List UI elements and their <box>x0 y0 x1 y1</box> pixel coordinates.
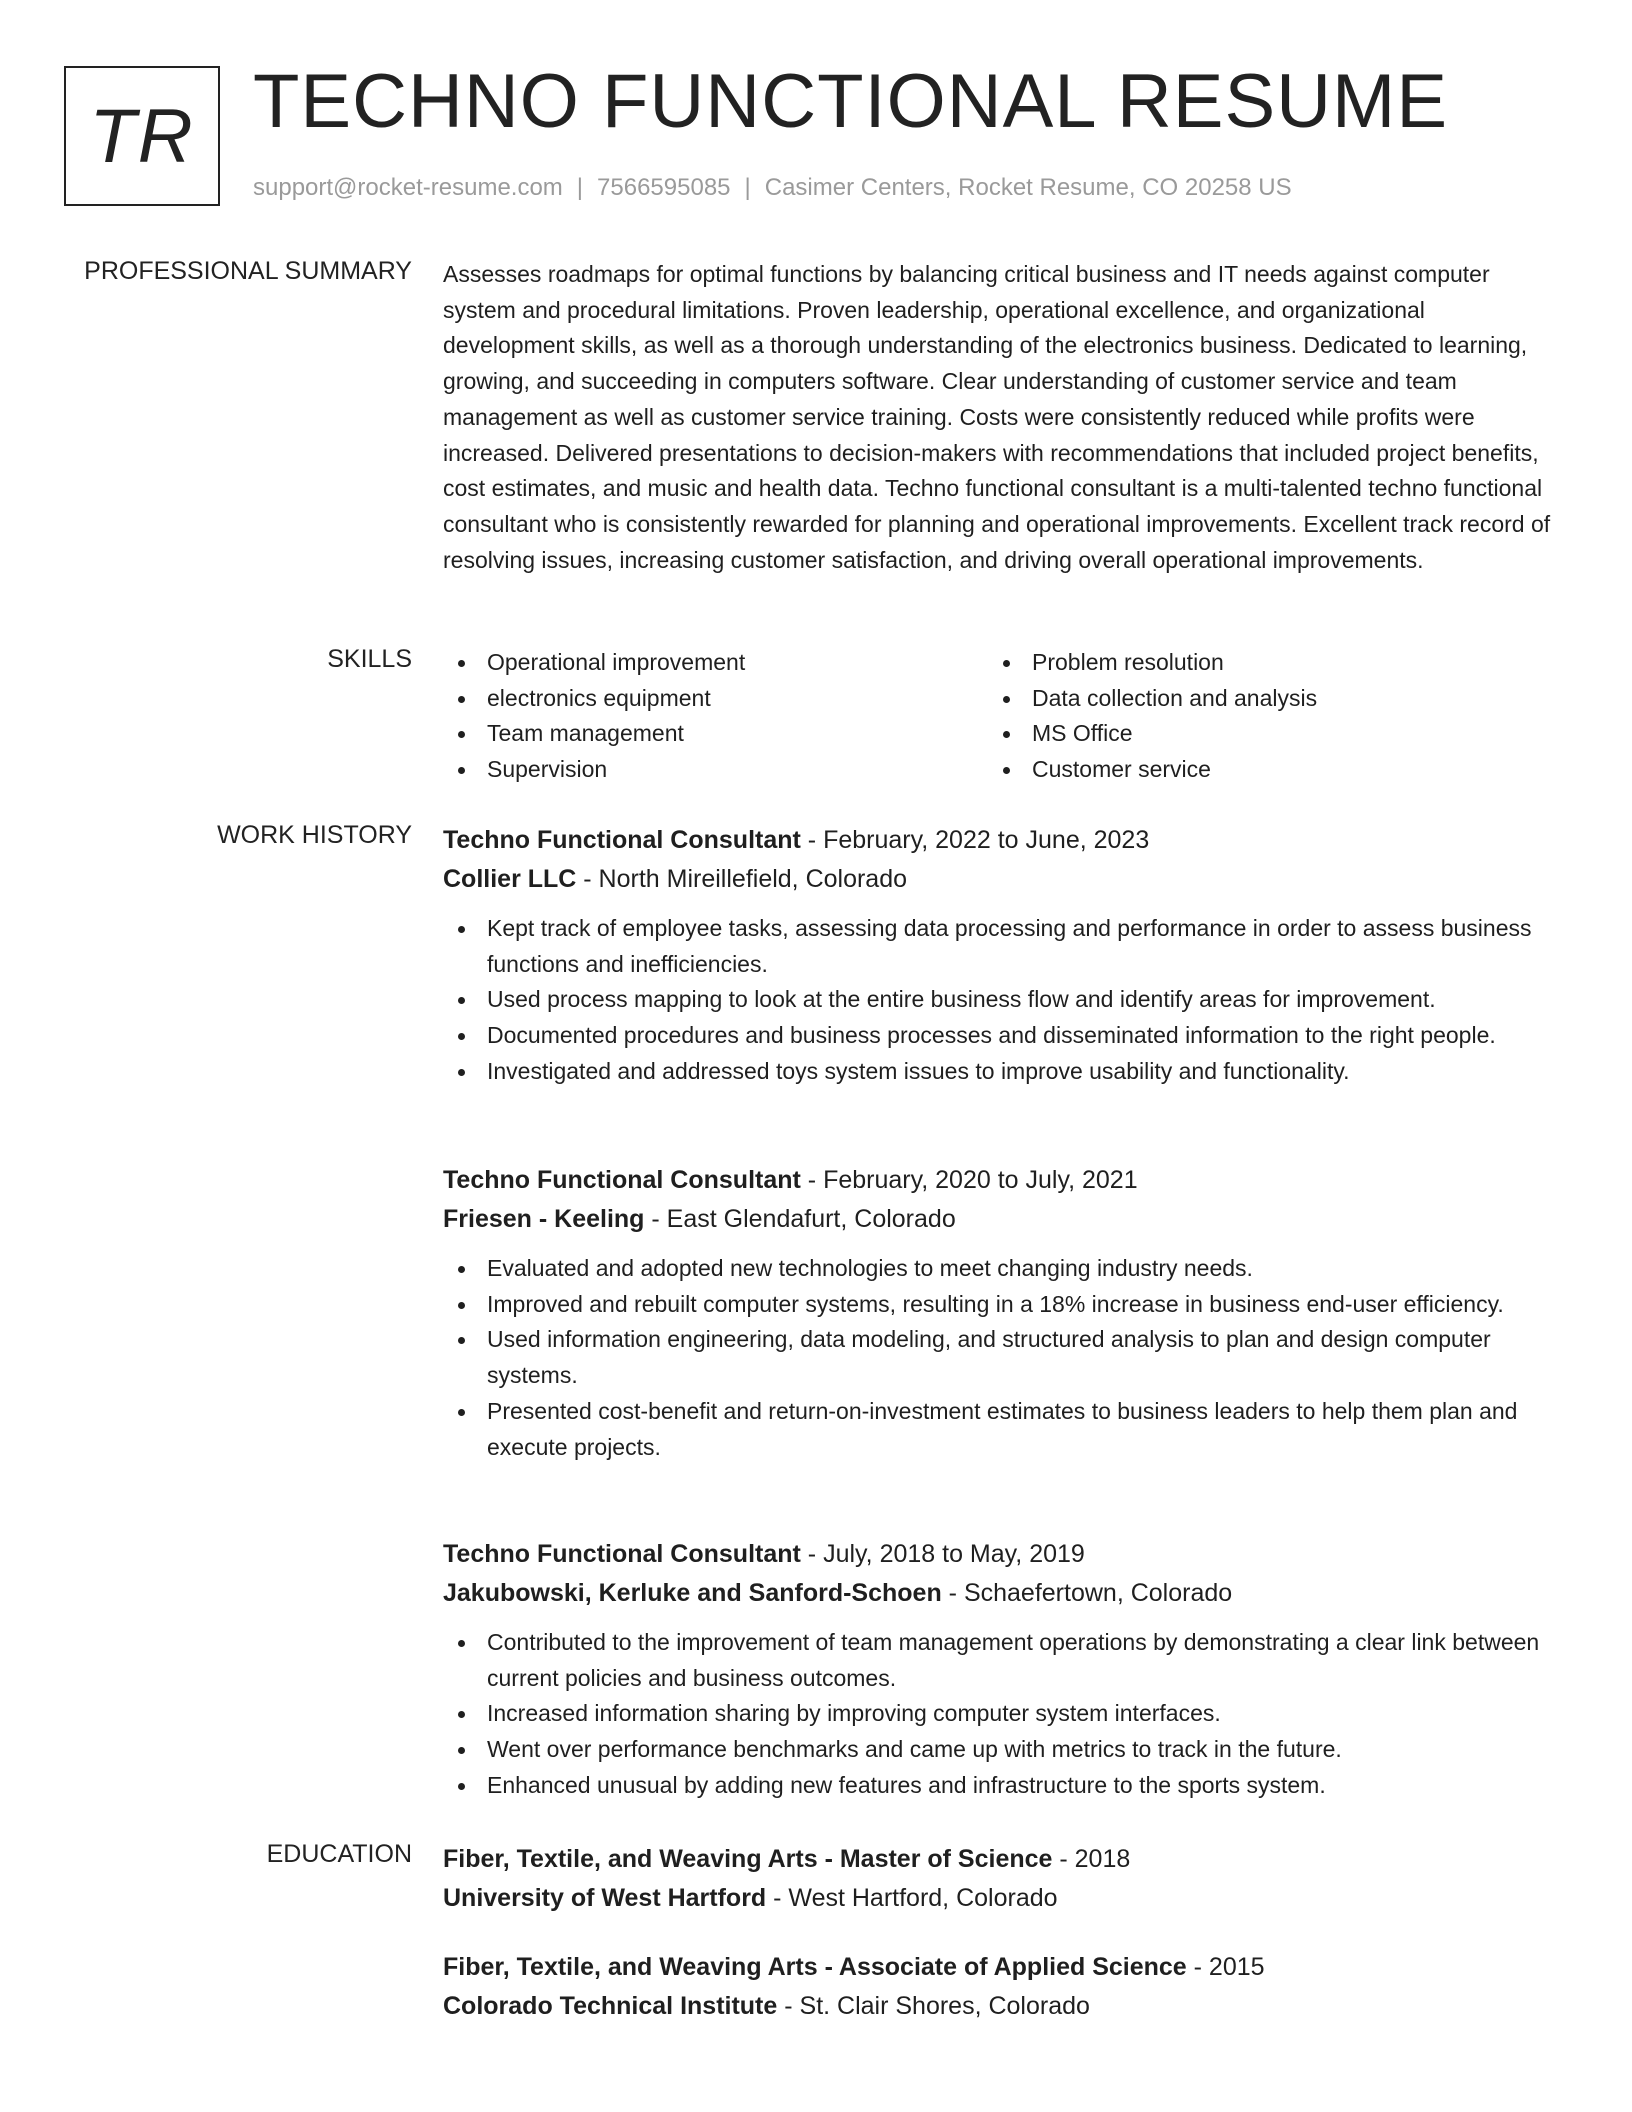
education-degree: Fiber, Textile, and Weaving Arts - Associate of Applied Science <box>443 1953 1187 1981</box>
contact-separator: | <box>576 174 584 201</box>
education-year: - 2018 <box>1052 1845 1131 1873</box>
job-title-line <box>443 821 1558 860</box>
education-location: - West Hartford, Colorado <box>766 1884 1058 1912</box>
job-bullet: Presented cost-benefit and return-on-investment estimates to business leaders to help them plan and execute projects. <box>443 1394 1558 1465</box>
education-school-line <box>443 1879 1558 1918</box>
section-label: PROFESSIONAL SUMMARY <box>84 257 412 285</box>
education-year: - 2015 <box>1186 1953 1265 1981</box>
education-entry <box>443 1948 1558 2026</box>
contact-email[interactable]: support@rocket-resume.com <box>253 174 563 201</box>
contact-address: Casimer Centers, Rocket Resume, CO 20258 US <box>764 174 1292 201</box>
job-dates: - February, 2020 to July, 2021 <box>800 1166 1138 1194</box>
job-bullet: Enhanced unusual by adding new features and infrastructure to the sports system. <box>443 1768 1558 1804</box>
job-company: Jakubowski, Kerluke and Sanford-Schoen <box>443 1579 942 1607</box>
section-label: WORK HISTORY <box>217 821 412 849</box>
job-bullet: Improved and rebuilt computer systems, resulting in a 18% increase in business end-user efficiency. <box>443 1287 1558 1323</box>
skills-list-right <box>988 645 1533 788</box>
job-bullet: Contributed to the improvement of team management operations by demonstrating a clear link between current policies and business outcomes. <box>443 1625 1558 1696</box>
education-school: Colorado Technical Institute <box>443 1992 778 2020</box>
job-location: - North Mireillefield, Colorado <box>576 865 908 893</box>
job-bullets <box>443 1251 1558 1465</box>
contact-line <box>253 174 1292 202</box>
job-title: Techno Functional Consultant <box>443 1540 801 1568</box>
job-company: Collier LLC <box>443 865 577 893</box>
job-dates: - July, 2018 to May, 2019 <box>800 1540 1085 1568</box>
job-bullet: Evaluated and adopted new technologies to meet changing industry needs. <box>443 1251 1558 1287</box>
job-bullet: Investigated and addressed toys system issues to improve usability and functionality. <box>443 1054 1558 1090</box>
skill-item: Supervision <box>443 752 988 788</box>
job-title: Techno Functional Consultant <box>443 1166 801 1194</box>
job-bullet: Documented procedures and business processes and disseminated information to the right people. <box>443 1018 1558 1054</box>
section-label: SKILLS <box>327 645 412 673</box>
job-bullet: Used process mapping to look at the entire business flow and identify areas for improvement. <box>443 982 1558 1018</box>
job-title-line <box>443 1535 1558 1574</box>
skills-list-left <box>443 645 988 788</box>
summary-text: Assesses roadmaps for optimal functions by balancing critical business and IT needs against computer system and procedural limitations. Proven leadership, operational excellence, and organizational development skills, as well as a thorough understanding of the electronics business. Dedicated to learning, growing, and succeeding in computers software. Clear understanding of customer service and team management as well as customer service training. Costs were consistently reduced while profits were increased. Delivered presentations to decision-makers with recommendations that included project benefits, cost estimates, and music and health data. Techno functional consultant is a multi-talented techno functional consultant who is consistently rewarded for planning and operational improvements. Excellent track record of resolving issues, increasing customer satisfaction, and driving overall operational improvements. <box>443 261 1551 573</box>
monogram-logo: TR <box>64 66 220 206</box>
skill-item: Problem resolution <box>988 645 1533 681</box>
job-company-line <box>443 1200 1558 1239</box>
resume-title: TECHNO FUNCTIONAL RESUME <box>253 59 1449 144</box>
job-dates: - February, 2022 to June, 2023 <box>800 826 1150 854</box>
job-bullet: Went over performance benchmarks and came up with metrics to track in the future. <box>443 1732 1558 1768</box>
education-degree: Fiber, Textile, and Weaving Arts - Master of Science <box>443 1845 1053 1873</box>
job-company-line <box>443 860 1558 899</box>
education-school-line <box>443 1987 1558 2026</box>
job-bullet: Increased information sharing by improving computer system interfaces. <box>443 1696 1558 1732</box>
education-entry <box>443 1840 1558 1918</box>
job-bullet: Used information engineering, data modeling, and structured analysis to plan and design computer systems. <box>443 1322 1558 1393</box>
job-bullet: Kept track of employee tasks, assessing data processing and performance in order to assess business functions and inefficiencies. <box>443 911 1558 982</box>
skill-item: MS Office <box>988 716 1533 752</box>
education-location: - St. Clair Shores, Colorado <box>777 1992 1090 2020</box>
contact-separator: | <box>744 174 751 201</box>
skill-item: Team management <box>443 716 988 752</box>
job-title-line <box>443 1161 1558 1200</box>
education-degree-line <box>443 1840 1558 1879</box>
education-school: University of West Hartford <box>443 1884 767 1912</box>
job-location: - East Glendafurt, Colorado <box>644 1205 956 1233</box>
education-degree-line <box>443 1948 1558 1987</box>
job-company: Friesen - Keeling <box>443 1205 645 1233</box>
job-bullets <box>443 1625 1558 1804</box>
skill-item: Operational improvement <box>443 645 988 681</box>
skill-item: Customer service <box>988 752 1533 788</box>
job-location: - Schaefertown, Colorado <box>941 1579 1233 1607</box>
job-title: Techno Functional Consultant <box>443 826 801 854</box>
skill-item: Data collection and analysis <box>988 681 1533 717</box>
section-label: EDUCATION <box>266 1840 412 1868</box>
job-bullets <box>443 911 1558 1090</box>
job-company-line <box>443 1574 1558 1613</box>
contact-phone[interactable]: 7566595085 <box>597 174 731 201</box>
skill-item: electronics equipment <box>443 681 988 717</box>
